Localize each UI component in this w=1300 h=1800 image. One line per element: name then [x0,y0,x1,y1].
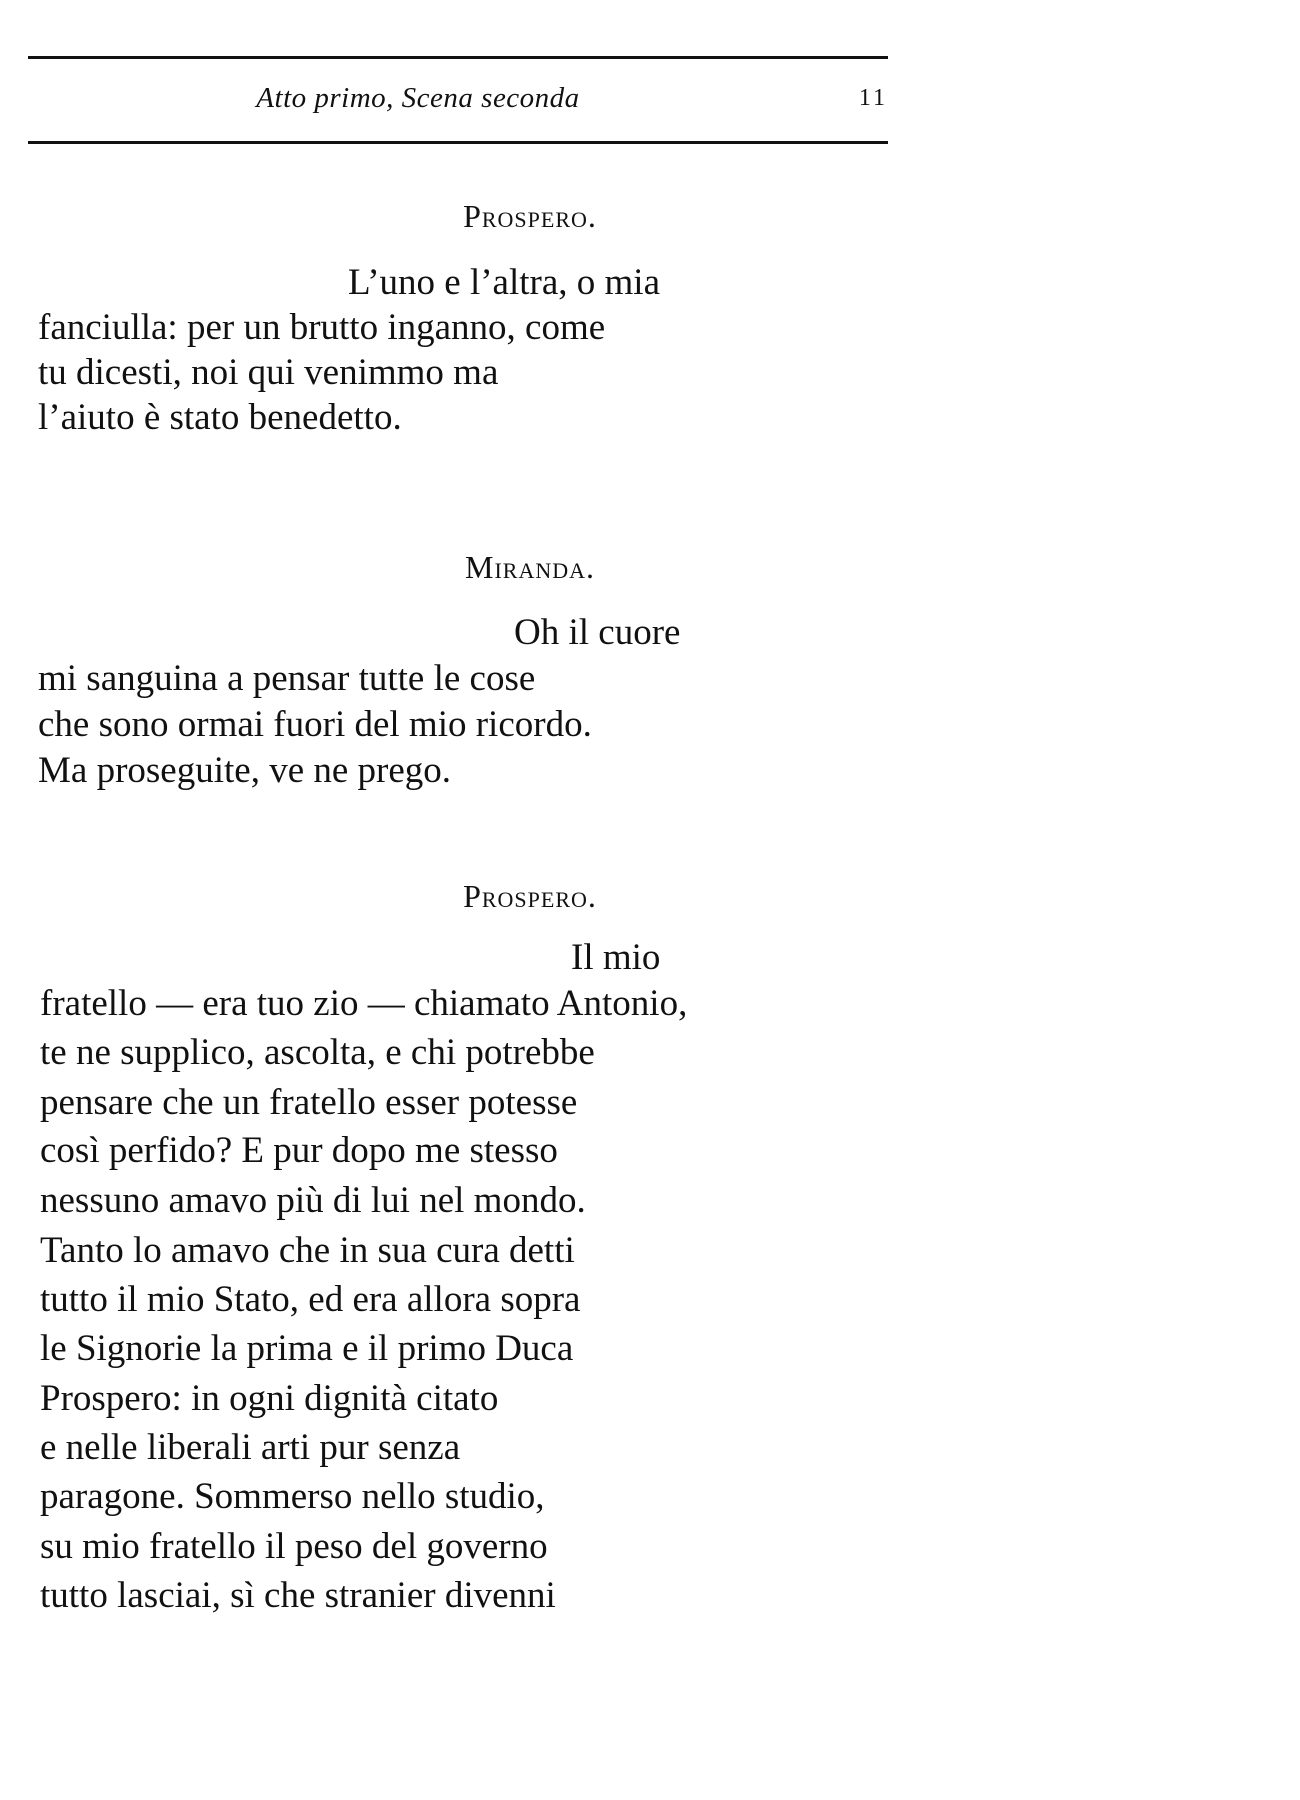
verse-line: tutto lasciai, sì che stranier divenni [40,1575,556,1616]
verse-line: tutto il mio Stato, ed era allora sopra [40,1279,581,1320]
verse-line: Oh il cuore [514,612,681,653]
header-top-rule [28,56,888,59]
verse-line: che sono ormai fuori del mio ricordo. [38,704,592,745]
verse-line: su mio fratello il peso del governo [40,1526,548,1567]
verse-line: te ne supplico, ascolta, e chi potrebbe [40,1032,595,1073]
verse-line: paragone. Sommerso nello studio, [40,1476,545,1517]
verse-line: nessuno amavo più di lui nel mondo. [40,1180,586,1221]
speaker-name: Prospero. [463,198,597,234]
verse-line: fanciulla: per un brutto inganno, come [38,307,606,348]
verse-line: Prospero: in ogni dignità citato [40,1378,499,1419]
verse-line: tu dicesti, noi qui venimmo ma [38,352,499,393]
verse-line: e nelle liberali arti pur senza [40,1427,461,1468]
page-number: 11 [858,85,888,111]
verse-line: Ma proseguite, ve ne prego. [38,750,452,791]
verse-line: fratello — era tuo zio — chiamato Antonio, [40,983,688,1024]
verse-line: pensare che un fratello esser potesse [40,1082,578,1123]
verse-line: così perfido? E pur dopo me stesso [40,1130,558,1171]
running-title: Atto primo, Scena seconda [256,82,580,114]
speaker-name: Prospero. [463,878,597,914]
verse-line: L’uno e l’altra, o mia [348,262,661,303]
verse-line: l’aiuto è stato benedetto. [38,397,402,438]
running-head [28,78,888,118]
verse-line: mi sanguina a pensar tutte le cose [38,658,536,699]
verse-line: Tanto lo amavo che in sua cura detti [40,1230,575,1271]
verse-line: Il mio [571,937,661,978]
speaker-name: Miranda. [464,549,595,585]
header-bottom-rule [28,141,888,144]
verse-line: le Signorie la prima e il primo Duca [40,1328,574,1369]
